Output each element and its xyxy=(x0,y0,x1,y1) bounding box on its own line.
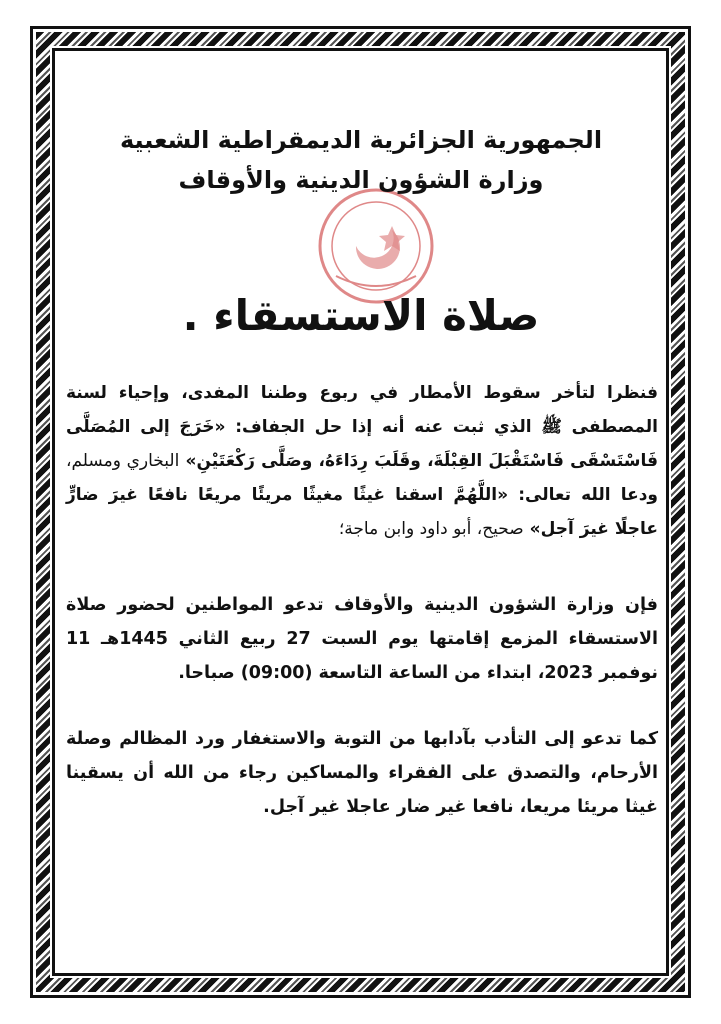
paragraph-announcement: فإن وزارة الشؤون الدينية والأوقاف تدعو المواطنين لحضور صلاة الاستسقاء المزمع إقامتها يوم السبت 27 ربيع الثاني 1445هـ 11 نوفمبر 2023، ابتداء من الساعة التاسعة (09:00) صباحا. xyxy=(66,595,658,683)
hadith-source-1: البخاري ومسلم، xyxy=(66,451,180,471)
prayer-text: ودعا الله تعالى: «اللَّهُمَّ اسقنا غيثًا مغيثًا مريئًا مريعًا نافعًا غيرَ ضارٍّ عاجلًا غيرَ آجل» xyxy=(66,485,658,539)
ministry-name: وزارة الشؤون الدينية والأوقاف xyxy=(178,166,544,194)
paragraph-intro xyxy=(66,376,658,546)
republic-name: الجمهورية الجزائرية الديمقراطية الشعبية xyxy=(119,126,603,154)
hadith-source-2: صحيح، أبو داود وابن ماجة؛ xyxy=(338,519,524,539)
document-title: صلاة الاستسقاء . xyxy=(182,291,540,340)
paragraph-call: كما تدعو إلى التأدب بآدابها من التوبة والاستغفار ورد المظالم وصلة الأرحام، والتصدق على الفقراء والمساكين رجاء من الله أن يسقينا غيثا مريئا مريعا، نافعا غير ضار عاجلا غير آجل. xyxy=(66,729,658,817)
letterhead xyxy=(68,110,654,344)
intro-text: فنظرا لتأخر سقوط الأمطار في ربوع وطننا المفدى، وإحياء لسنة المصطفى ﷺ الذي ثبت عنه أنه إذا حل الجفاف: «خَرَجَ إلى المُصَلَّى فَاسْتَسْقَى فَاسْتَقْبَلَ القِبْلَةَ، وقَلَبَ رِدَاءَهُ، وصَلَّى رَكْعَتَيْنِ» xyxy=(66,383,659,471)
